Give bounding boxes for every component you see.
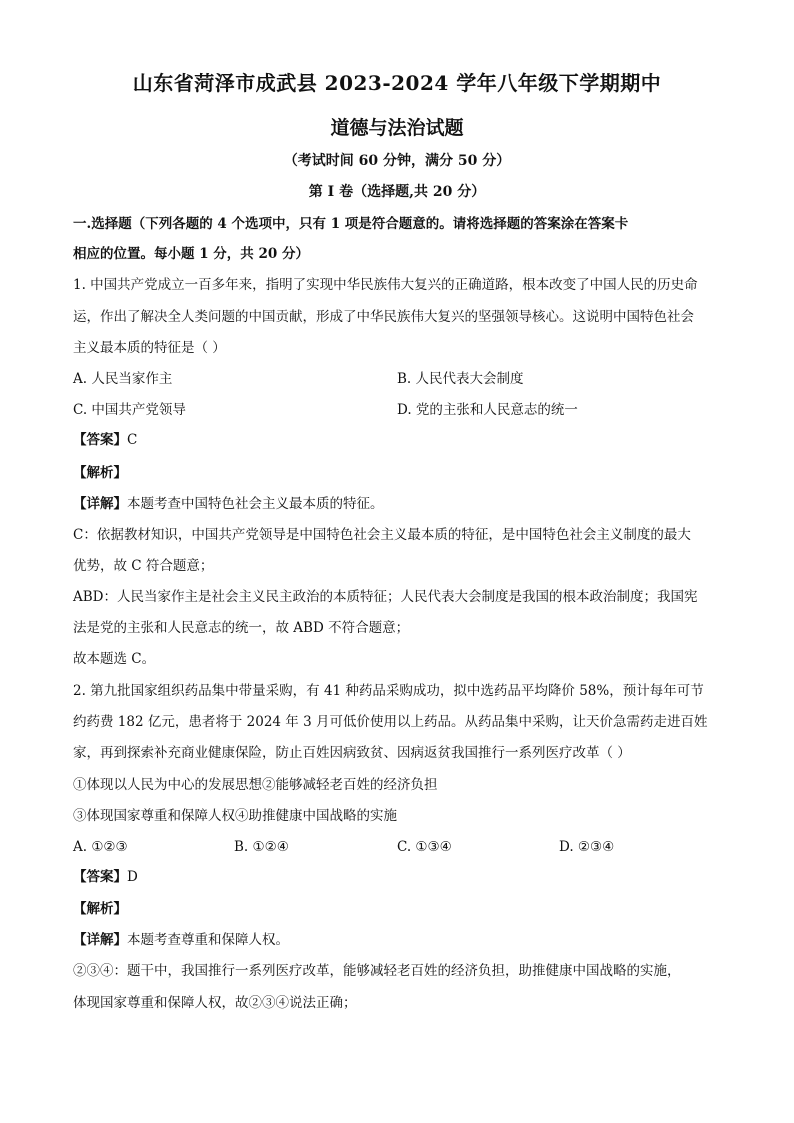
q1-explanation-line-1: C：依据教材知识，中国共产党领导是中国特色社会主义最本质的特征，是中国特色社会主义制度的最大 xyxy=(73,527,691,543)
q1-explanation-line-2: 优势，故 C 符合题意； xyxy=(73,558,214,574)
q1-option-c: C. 中国共产党领导 xyxy=(73,402,186,418)
q2-option-c: C. ①③④ xyxy=(397,839,452,855)
answer-tag: 【答案】 xyxy=(73,869,127,885)
q1-explanation-line-3: ABD：人民当家作主是社会主义民主政治的本质特征；人民代表大会制度是我国的根本政治制度；我国宪 xyxy=(73,589,698,605)
q1-answer xyxy=(73,430,723,450)
q2-explanation-line-1: ②③④：题干中，我国推行一系列医疗改革，能够减轻老百姓的经济负担，助推健康中国战略的实施， xyxy=(73,963,681,979)
q2-analysis-tag: 【解析】 xyxy=(73,901,127,917)
q2-explanation-line-2: 体现国家尊重和保障人权，故②③④说法正确； xyxy=(73,995,357,1011)
detail-text: 本题考查中国特色社会主义最本质的特征。 xyxy=(127,496,384,512)
q2-option-d: D. ②③④ xyxy=(559,839,615,855)
q2-detail xyxy=(73,930,723,950)
document-title: 山东省菏泽市成武县 2023-2024 学年八年级下学期期中 xyxy=(132,71,662,95)
detail-text: 本题考查尊重和保障人权。 xyxy=(127,932,289,948)
detail-tag: 【详解】 xyxy=(73,932,127,948)
answer-tag: 【答案】 xyxy=(73,432,127,448)
q1-detail xyxy=(73,494,723,514)
q2-option-b: B. ①②④ xyxy=(234,839,289,855)
q1-explanation-line-5: 故本题选 C。 xyxy=(73,651,156,667)
exam-info: （考试时间 60 分钟，满分 50 分） xyxy=(283,153,511,169)
answer-value: C xyxy=(127,432,138,448)
q1-analysis-tag: 【解析】 xyxy=(73,465,127,481)
q1-stem-line-1: 1. 中国共产党成立一百多年来，指明了实现中华民族伟大复兴的正确道路，根本改变了中国人民的历史命 xyxy=(73,277,698,293)
detail-tag: 【详解】 xyxy=(73,496,127,512)
q2-answer xyxy=(73,867,723,887)
section-heading-line-2: 相应的位置。每小题 1 分，共 20 分） xyxy=(73,246,309,262)
document-subtitle: 道德与法治试题 xyxy=(330,117,464,139)
q2-stem-line-3: 家，再到探索补充商业健康保险，防止百姓因病致贫、因病返贫我国推行一系列医疗改革（ ） xyxy=(73,745,631,761)
answer-value: D xyxy=(127,869,138,885)
q2-stem-line-2: 约药费 182 亿元，患者将于 2024 年 3 月可低价使用以上药品。从药品集中采购，让天价急需药走进百姓 xyxy=(73,714,708,730)
section-heading-line-1: 一.选择题（下列各题的 4 个选项中，只有 1 项是符合题意的。请将选择题的答案涂在答案卡 xyxy=(73,216,629,232)
q1-stem-line-3: 主义最本质的特征是（ ） xyxy=(73,340,226,356)
q1-explanation-line-4: 法是党的主张和人民意志的统一，故 ABD 不符合题意； xyxy=(73,620,410,636)
volume-heading: 第 I 卷（选择题,共 20 分） xyxy=(308,184,486,200)
q2-item-line-1: ①体现以人民为中心的发展思想②能够减轻老百姓的经济负担 xyxy=(73,777,438,793)
q1-stem-line-2: 运，作出了解决全人类问题的中国贡献，形成了中华民族伟大复兴的坚强领导核心。这说明中国特色社会 xyxy=(73,309,694,325)
q1-option-d: D. 党的主张和人民意志的统一 xyxy=(397,402,578,418)
q1-option-b: B. 人民代表大会制度 xyxy=(397,371,524,387)
q2-item-line-2: ③体现国家尊重和保障人权④助推健康中国战略的实施 xyxy=(73,808,397,824)
q1-option-a: A. 人民当家作主 xyxy=(73,371,173,387)
q2-stem-line-1: 2. 第九批国家组织药品集中带量采购，有 41 种药品采购成功，拟中选药品平均降价 58%，预计每年可节 xyxy=(73,683,704,699)
q2-option-a: A. ①②③ xyxy=(73,839,128,855)
